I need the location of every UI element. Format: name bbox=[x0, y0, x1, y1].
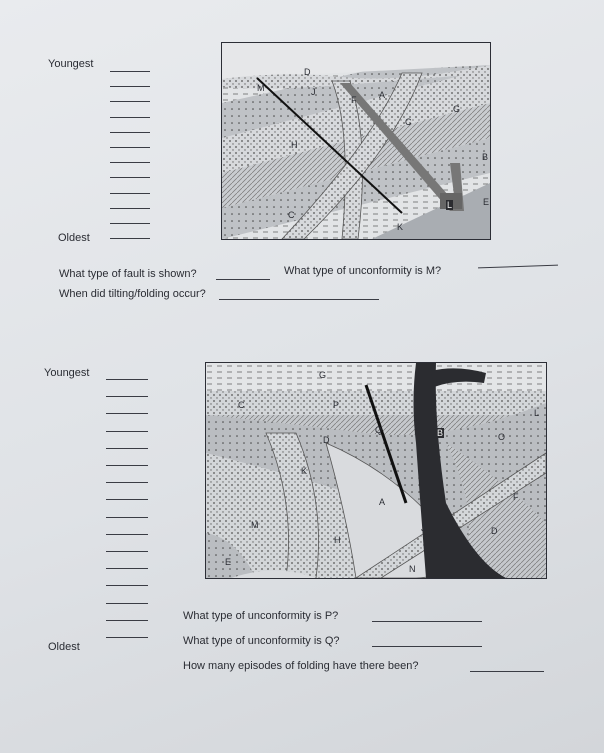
youngest-label-2: Youngest bbox=[44, 367, 90, 379]
youngest-label-1: Youngest bbox=[48, 58, 94, 70]
d2-label-m-11: M bbox=[251, 520, 259, 530]
age-blank-s2-2[interactable] bbox=[106, 396, 148, 397]
d2-label-p-2: P bbox=[333, 400, 340, 410]
age-blank-s2-15[interactable] bbox=[106, 620, 148, 621]
d1-label-l-11: L bbox=[447, 200, 453, 210]
age-blank-s1-8[interactable] bbox=[110, 177, 150, 178]
question-folding-episodes: How many episodes of folding have there been? bbox=[183, 660, 419, 672]
oldest-label-2: Oldest bbox=[48, 641, 80, 653]
age-blank-s2-9[interactable] bbox=[106, 517, 148, 518]
answer-blank-tilting-timing[interactable] bbox=[219, 299, 379, 300]
question-tilting-timing: When did tilting/folding occur? bbox=[59, 288, 206, 300]
question-fault-type: What type of fault is shown? bbox=[59, 268, 197, 280]
age-blank-s2-3[interactable] bbox=[106, 413, 148, 414]
d2-label-b-4: B bbox=[437, 428, 444, 438]
age-blank-s2-7[interactable] bbox=[106, 482, 148, 483]
d2-label-c-1: C bbox=[238, 400, 245, 410]
age-blank-s1-11[interactable] bbox=[110, 223, 150, 224]
d2-label-o-6: O bbox=[498, 432, 506, 442]
age-blank-s2-13[interactable] bbox=[106, 585, 148, 586]
age-blank-s2-12[interactable] bbox=[106, 568, 148, 569]
age-blank-s2-1[interactable] bbox=[106, 379, 148, 380]
d2-label-n-16: N bbox=[409, 564, 416, 574]
d2-label-f-10: F bbox=[513, 492, 519, 502]
age-blank-s1-1[interactable] bbox=[110, 71, 150, 72]
answer-blank-unconformity-q[interactable] bbox=[372, 646, 482, 647]
age-blank-s2-8[interactable] bbox=[106, 499, 148, 500]
age-blank-s1-12[interactable] bbox=[110, 238, 150, 239]
d2-label-h-12: H bbox=[334, 535, 341, 545]
d1-label-h-7: H bbox=[291, 140, 298, 150]
d1-label-j-2: J bbox=[311, 87, 316, 97]
d2-label-d-14: D bbox=[491, 526, 498, 536]
age-blank-s2-10[interactable] bbox=[106, 534, 148, 535]
d1-label-g-5: G bbox=[453, 104, 461, 114]
d2-label-k-8: K bbox=[301, 466, 308, 476]
d2-label-j-13: J bbox=[421, 523, 426, 533]
age-blank-s1-2[interactable] bbox=[110, 86, 150, 87]
question-unconformity-q: What type of unconformity is Q? bbox=[183, 635, 340, 647]
d1-label-a-4: A bbox=[379, 90, 386, 100]
age-blank-s1-6[interactable] bbox=[110, 147, 150, 148]
d1-label-e-12: E bbox=[483, 197, 490, 207]
d1-label-c-6: C bbox=[405, 117, 412, 127]
d2-label-l-5: L bbox=[534, 408, 540, 418]
answer-blank-folding-episodes[interactable] bbox=[470, 671, 544, 672]
age-blank-s1-7[interactable] bbox=[110, 162, 150, 163]
d1-label-c-9: C bbox=[288, 210, 295, 220]
d1-label-d-0: D bbox=[304, 67, 311, 77]
question-unconformity-p: What type of unconformity is P? bbox=[183, 610, 339, 622]
answer-blank-fault-type[interactable] bbox=[216, 279, 270, 280]
question-unconformity-m: What type of unconformity is M? bbox=[284, 265, 442, 277]
answer-blank-unconformity-p[interactable] bbox=[372, 621, 482, 622]
d2-label-g-0: G bbox=[319, 370, 327, 380]
age-blank-s1-4[interactable] bbox=[110, 117, 150, 118]
d1-label-f-3: F bbox=[351, 95, 357, 105]
age-blank-s1-5[interactable] bbox=[110, 132, 150, 133]
d1-label-k-10: K bbox=[397, 222, 404, 232]
age-blank-s2-5[interactable] bbox=[106, 448, 148, 449]
d2-label-e-15: E bbox=[225, 557, 232, 567]
age-blank-s1-3[interactable] bbox=[110, 101, 150, 102]
age-blank-s2-11[interactable] bbox=[106, 551, 148, 552]
age-blank-s2-6[interactable] bbox=[106, 465, 148, 466]
answer-blank-unconformity-m[interactable] bbox=[478, 265, 558, 269]
block-diagram-1 bbox=[221, 42, 491, 240]
age-blank-s2-16[interactable] bbox=[106, 637, 148, 638]
d2-label-d-7: D bbox=[323, 435, 330, 445]
age-blank-s2-14[interactable] bbox=[106, 603, 148, 604]
d2-label-q-3: Q bbox=[375, 425, 383, 435]
age-blank-s1-10[interactable] bbox=[110, 208, 150, 209]
oldest-label-1: Oldest bbox=[58, 232, 90, 244]
d1-label-m-1: M bbox=[257, 83, 265, 93]
d1-label-b-8: B bbox=[482, 152, 489, 162]
age-blank-s1-9[interactable] bbox=[110, 193, 150, 194]
d2-label-a-9: A bbox=[379, 497, 386, 507]
block-diagram-2 bbox=[205, 362, 547, 579]
age-blank-s2-4[interactable] bbox=[106, 431, 148, 432]
